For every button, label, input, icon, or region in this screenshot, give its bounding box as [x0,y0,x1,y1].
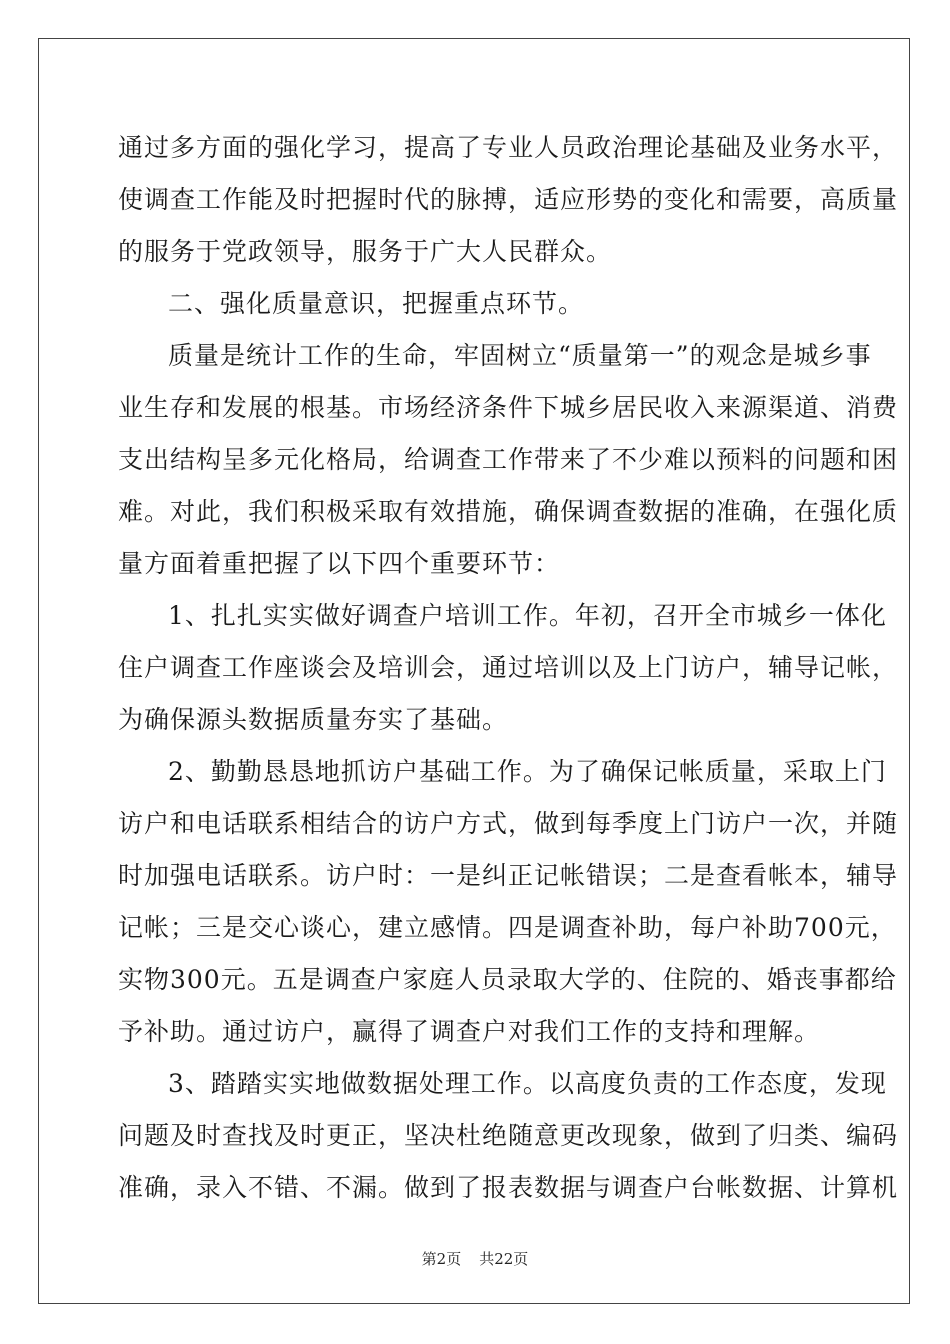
text-line-9: 量方面着重把握了以下四个重要环节： [118,549,561,578]
text-line-19: 3、踏踏实实地做数据处理工作。以高度负责的工作态度，发现 [168,1069,887,1098]
page-footer [0,1248,950,1269]
text-line-10: 1、扎扎实实做好调查户培训工作。年初，召开全市城乡一体化 [168,601,887,630]
text-line-8: 难。对此，我们积极采取有效措施，确保调查数据的准确，在强化质 [118,497,899,526]
text-line-21: 准确，录入不错、不漏。做到了报表数据与调查户台帐数据、计算机 [118,1173,899,1202]
text-line-7: 支出结构呈多元化格局，给调查工作带来了不少难以预料的问题和困 [118,445,899,474]
text-line-6: 业生存和发展的根基。市场经济条件下城乡居民收入来源渠道、消费 [118,393,899,422]
document-body [118,122,899,1214]
text-line-2: 使调查工作能及时把握时代的脉搏，适应形势的变化和需要，高质量 [118,185,899,214]
text-line-11: 住户调查工作座谈会及培训会，通过培训以及上门访户，辅导记帐， [118,653,899,682]
text-line-16: 记帐；三是交心谈心，建立感情。四是调查补助，每户补助700元， [118,913,897,942]
text-line-20: 问题及时查找及时更正，坚决杜绝随意更改现象，做到了归类、编码 [118,1121,899,1150]
text-line-15: 时加强电话联系。访户时：一是纠正记帐错误；二是查看帐本，辅导 [118,861,899,890]
text-line-18: 予补助。通过访户，赢得了调查户对我们工作的支持和理解。 [118,1017,821,1046]
text-line-13: 2、勤勤恳恳地抓访户基础工作。为了确保记帐质量，采取上门 [168,757,887,786]
text-line-1: 通过多方面的强化学习，提高了专业人员政治理论基础及业务水平， [118,133,899,162]
text-line-5: 质量是统计工作的生命，牢固树立“质量第一”的观念是城乡事 [168,341,872,370]
page-number: 第2页 [421,1250,462,1268]
text-line-12: 为确保源头数据质量夯实了基础。 [118,705,509,734]
text-line-17: 实物300元。五是调查户家庭人员录取大学的、住院的、婚丧事都给 [118,965,897,994]
section-heading: 二、强化质量意识，把握重点环节。 [168,289,585,318]
total-pages: 共22页 [479,1250,529,1268]
text-line-14: 访户和电话联系相结合的访户方式，做到每季度上门访户一次，并随 [118,809,899,838]
text-line-3: 的服务于党政领导，服务于广大人民群众。 [118,237,613,266]
